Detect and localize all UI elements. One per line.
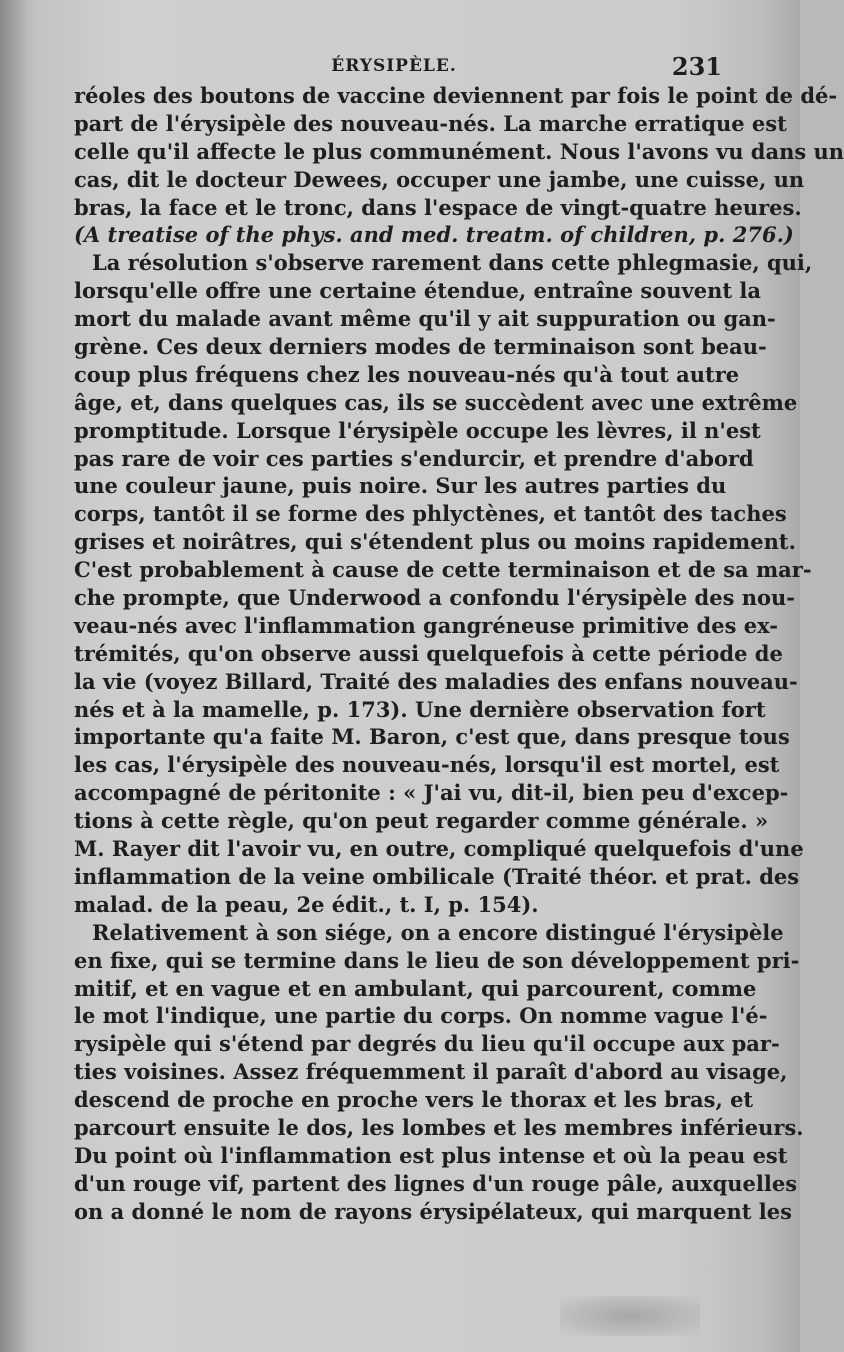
text-line: une couleur jaune, puis noire. Sur les autres parties du bbox=[74, 473, 727, 499]
text-line: rysipèle qui s'étend par degrés du lieu qu'il occupe aux par- bbox=[74, 1031, 780, 1057]
text-line: on a donné le nom de rayons érysipélateux, qui marquent les bbox=[74, 1198, 792, 1224]
text-line: pas rare de voir ces parties s'endurcir, et prendre d'abord bbox=[74, 445, 754, 471]
text-line: mitif, et en vague et en ambulant, qui parcourent, comme bbox=[74, 975, 757, 1001]
text-line: veau-nés avec l'inflammation gangréneuse primitive des ex- bbox=[74, 612, 778, 638]
text-line: en fixe, qui se termine dans le lieu de son développement pri- bbox=[74, 947, 800, 973]
text-line: parcourt ensuite le dos, les lombes et les membres inférieurs. bbox=[74, 1114, 804, 1140]
text-line: nés et à la mamelle, p. 173). Une dernière observation fort bbox=[74, 696, 766, 722]
text-line: inflammation de la veine ombilicale (Traité théor. et prat. des bbox=[74, 863, 800, 889]
citation-line: (A treatise of the phys. and med. treatm. of children, p. 276.) bbox=[74, 222, 794, 248]
text-line: Du point où l'inflammation est plus intense et où la peau est bbox=[74, 1142, 788, 1168]
text-line: tions à cette règle, qu'on peut regarder comme générale. » bbox=[74, 808, 769, 834]
paragraph-start: La résolution s'observe rarement dans cette phlegmasie, qui, bbox=[92, 250, 813, 276]
text-line: promptitude. Lorsque l'érysipèle occupe les lèvres, il n'est bbox=[74, 417, 761, 443]
text-line: che prompte, que Underwood a confondu l'érysipèle des nou- bbox=[74, 585, 795, 611]
page-header bbox=[60, 52, 728, 82]
text-line: part de l'érysipèle des nouveau-nés. La marche erratique est bbox=[74, 110, 787, 136]
text-line: le mot l'indique, une partie du corps. On nomme vague l'é- bbox=[74, 1003, 768, 1029]
text-line: malad. de la peau, 2e édit., t. I, p. 154). bbox=[74, 891, 539, 917]
text-line: cas, dit le docteur Dewees, occuper une jambe, une cuisse, un bbox=[74, 166, 805, 192]
text-line: lorsqu'elle offre une certaine étendue, entraîne souvent la bbox=[74, 278, 761, 304]
running-head: ÉRYSIPÈLE. bbox=[331, 56, 457, 76]
body-text bbox=[74, 82, 844, 1226]
text-line: la vie (voyez Billard, Traité des maladies des enfans nouveau- bbox=[74, 668, 798, 694]
text-line: ties voisines. Assez fréquemment il paraît d'abord au visage, bbox=[74, 1059, 788, 1085]
text-line: d'un rouge vif, partent des lignes d'un rouge pâle, auxquelles bbox=[74, 1170, 798, 1196]
text-line: âge, et, dans quelques cas, ils se succèdent avec une extrême bbox=[74, 389, 798, 415]
text-line: descend de proche en proche vers le thorax et les bras, et bbox=[74, 1087, 754, 1113]
text-line: celle qu'il affecte le plus communément. Nous l'avons vu dans un bbox=[74, 138, 844, 164]
text-line: M. Rayer dit l'avoir vu, en outre, compliqué quelquefois d'une bbox=[74, 836, 804, 862]
page-number: 231 bbox=[671, 52, 722, 81]
ink-smudge bbox=[560, 1296, 700, 1336]
text-line: les cas, l'érysipèle des nouveau-nés, lorsqu'il est mortel, est bbox=[74, 752, 780, 778]
text-line: grises et noirâtres, qui s'étendent plus ou moins rapidement. bbox=[74, 529, 796, 555]
paragraph-start: Relativement à son siége, on a encore distingué l'érysipèle bbox=[92, 919, 784, 945]
text-line: corps, tantôt il se forme des phlyctènes, et tantôt des taches bbox=[74, 501, 787, 527]
text-line: grène. Ces deux derniers modes de terminaison sont beau- bbox=[74, 334, 767, 360]
page-fold-shadow bbox=[0, 0, 28, 1352]
text-line: C'est probablement à cause de cette terminaison et de sa mar- bbox=[74, 557, 812, 583]
text-line: accompagné de péritonite : « J'ai vu, dit-il, bien peu d'excep- bbox=[74, 780, 789, 806]
text-line: coup plus fréquens chez les nouveau-nés qu'à tout autre bbox=[74, 361, 740, 387]
text-line: réoles des boutons de vaccine deviennent par fois le point de dé- bbox=[74, 83, 838, 108]
text-line: bras, la face et le tronc, dans l'espace de vingt-quatre heures. bbox=[74, 194, 802, 220]
text-line: mort du malade avant même qu'il y ait suppuration ou gan- bbox=[74, 306, 776, 332]
text-line: importante qu'a faite M. Baron, c'est que, dans presque tous bbox=[74, 724, 790, 750]
text-line: trémités, qu'on observe aussi quelquefois à cette période de bbox=[74, 640, 783, 666]
